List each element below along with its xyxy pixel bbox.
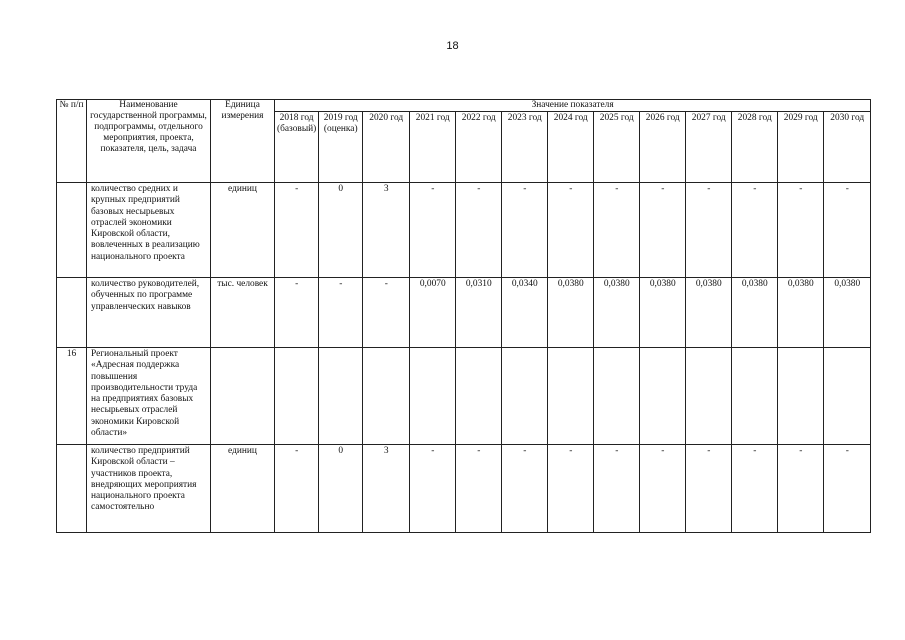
row-value	[502, 348, 548, 445]
row-value: -	[732, 445, 778, 533]
row-value	[640, 348, 686, 445]
page-number: 18	[446, 40, 459, 52]
header-year: 2029 год	[778, 112, 824, 183]
row-number	[57, 278, 87, 348]
row-value: -	[824, 445, 871, 533]
row-value: -	[410, 183, 456, 278]
row-value	[548, 348, 594, 445]
row-value: 0,0070	[410, 278, 456, 348]
row-value: -	[594, 183, 640, 278]
row-number	[57, 183, 87, 278]
row-unit: тыс. человек	[211, 278, 275, 348]
row-number: 16	[57, 348, 87, 445]
row-value: -	[548, 183, 594, 278]
row-value	[275, 348, 319, 445]
row-value: -	[502, 445, 548, 533]
row-value: 0	[319, 183, 363, 278]
row-number	[57, 445, 87, 533]
table-row	[57, 278, 871, 348]
row-value	[410, 348, 456, 445]
row-unit: единиц	[211, 183, 275, 278]
row-value: -	[275, 278, 319, 348]
header-year: 2019 год (оценка)	[319, 112, 363, 183]
row-value	[732, 348, 778, 445]
header-year: 2023 год	[502, 112, 548, 183]
row-unit	[211, 348, 275, 445]
row-value	[363, 348, 410, 445]
row-value: -	[778, 445, 824, 533]
header-name: Наименование государственной программы, подпрограммы, отдельного мероприятия, проекта, показателя, цель, задача	[87, 100, 211, 183]
row-value: -	[686, 183, 732, 278]
row-value: -	[640, 445, 686, 533]
row-value	[319, 348, 363, 445]
row-value: 0,0380	[548, 278, 594, 348]
table-row	[57, 348, 871, 445]
row-value: -	[363, 278, 410, 348]
header-num: № п/п	[57, 100, 87, 183]
row-name: количество средних и крупных предприятий базовых несырьевых отраслей экономики Кировской области, вовлеченных в реализацию национального проекта	[87, 183, 211, 278]
row-unit: единиц	[211, 445, 275, 533]
row-value: -	[275, 445, 319, 533]
header-year: 2018 год (базовый)	[275, 112, 319, 183]
row-name: Региональный проект «Адресная поддержка повышения производительности труда на предприятиях базовых несырьевых отраслей экономики Кировской области»	[87, 348, 211, 445]
row-value: -	[686, 445, 732, 533]
row-value: -	[319, 278, 363, 348]
header-value-group: Значение показателя	[275, 100, 871, 112]
row-value: -	[824, 183, 871, 278]
row-value	[686, 348, 732, 445]
row-name: количество предприятий Кировской области – участников проекта, внедряющих мероприятия национального проекта самостоятельно	[87, 445, 211, 533]
row-value: -	[456, 183, 502, 278]
row-value: 0,0380	[640, 278, 686, 348]
row-value	[594, 348, 640, 445]
row-value: -	[594, 445, 640, 533]
row-value	[778, 348, 824, 445]
row-value: -	[548, 445, 594, 533]
row-name: количество руководителей, обученных по программе управленческих навыков	[87, 278, 211, 348]
row-value: -	[456, 445, 502, 533]
row-value: 0,0380	[686, 278, 732, 348]
row-value: -	[778, 183, 824, 278]
row-value: 3	[363, 183, 410, 278]
header-year: 2030 год	[824, 112, 871, 183]
table-row	[57, 445, 871, 533]
row-value: -	[275, 183, 319, 278]
header-year: 2020 год	[363, 112, 410, 183]
header-year: 2025 год	[594, 112, 640, 183]
header-year: 2028 год	[732, 112, 778, 183]
row-value: 0,0310	[456, 278, 502, 348]
header-year: 2022 год	[456, 112, 502, 183]
row-value: 0,0380	[824, 278, 871, 348]
row-value: 0,0380	[778, 278, 824, 348]
row-value	[824, 348, 871, 445]
row-value: -	[410, 445, 456, 533]
row-value: -	[640, 183, 686, 278]
row-value: 3	[363, 445, 410, 533]
row-value: -	[502, 183, 548, 278]
header-year: 2027 год	[686, 112, 732, 183]
row-value: -	[732, 183, 778, 278]
header-year: 2026 год	[640, 112, 686, 183]
row-value	[456, 348, 502, 445]
header-year: 2021 год	[410, 112, 456, 183]
row-value: 0,0380	[594, 278, 640, 348]
header-year: 2024 год	[548, 112, 594, 183]
indicator-table	[56, 99, 871, 533]
row-value: 0,0380	[732, 278, 778, 348]
table-row	[57, 183, 871, 278]
row-value: 0,0340	[502, 278, 548, 348]
header-unit: Единица измерения	[211, 100, 275, 183]
row-value: 0	[319, 445, 363, 533]
